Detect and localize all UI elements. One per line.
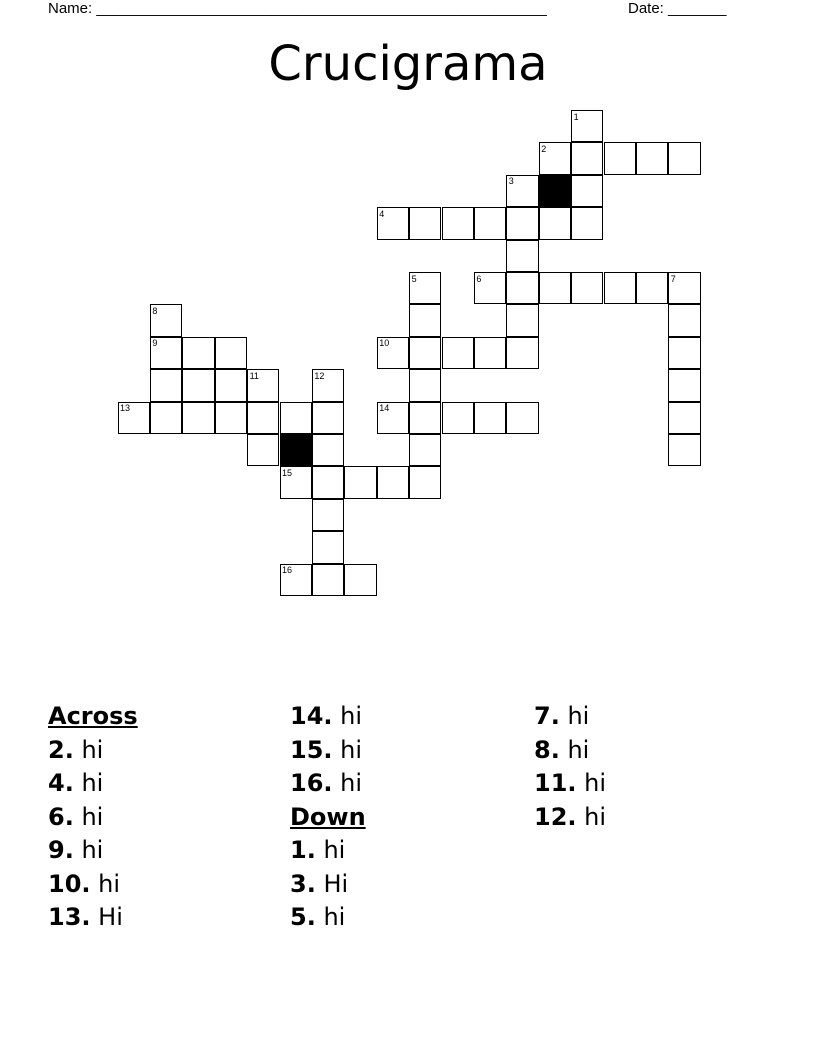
clue-item-down-12: 12. hi [534, 802, 607, 831]
clue-number-label: 10 [379, 338, 390, 349]
grid-cell[interactable] [539, 207, 571, 239]
grid-cell[interactable] [668, 304, 700, 336]
grid-cell[interactable] [344, 564, 376, 596]
grid-cell[interactable] [442, 337, 474, 369]
clue-number-label: 12 [314, 370, 325, 381]
grid-cell[interactable] [312, 531, 344, 563]
grid-cell[interactable] [474, 272, 506, 304]
grid-cell[interactable] [636, 142, 668, 174]
clue-number-label: 8 [152, 305, 158, 316]
grid-cell[interactable] [668, 142, 700, 174]
grid-cell[interactable] [280, 466, 312, 498]
grid-cell[interactable] [474, 207, 506, 239]
clue-number-label: 1 [573, 111, 579, 122]
grid-cell[interactable] [571, 175, 603, 207]
name-field[interactable]: Name: ______________________________________________________ [48, 0, 547, 17]
grid-cell[interactable] [506, 402, 538, 434]
grid-cell[interactable] [215, 369, 247, 401]
grid-cell[interactable] [442, 402, 474, 434]
grid-cell[interactable] [247, 434, 279, 466]
grid-cell[interactable] [247, 402, 279, 434]
grid-cell[interactable] [409, 272, 441, 304]
clue-item-across-16: 16. hi [290, 769, 363, 797]
clue-item-across-10: 10. hi [48, 869, 121, 898]
grid-cell[interactable] [571, 207, 603, 239]
page-title: Crucigrama [268, 36, 548, 92]
date-field[interactable]: Date: _______ [628, 0, 727, 17]
grid-cell[interactable] [182, 337, 214, 369]
grid-cell[interactable] [409, 466, 441, 498]
grid-cell[interactable] [150, 304, 182, 336]
grid-cell[interactable] [506, 304, 538, 336]
grid-cell[interactable] [604, 272, 636, 304]
clue-number-label: 5 [411, 273, 417, 284]
clue-number-label: 13 [120, 403, 131, 414]
clue-item-across-4: 4. hi [48, 769, 104, 797]
grid-cell[interactable] [668, 402, 700, 434]
grid-cell[interactable] [571, 110, 603, 142]
grid-cell[interactable] [442, 207, 474, 239]
across-heading: Across [48, 702, 138, 730]
grid-cell[interactable] [409, 207, 441, 239]
grid-cell[interactable] [506, 240, 538, 272]
grid-cell[interactable] [312, 369, 344, 401]
clue-item-across-13: 13. Hi [48, 903, 123, 931]
grid-cell[interactable] [474, 337, 506, 369]
grid-cell[interactable] [182, 402, 214, 434]
grid-cell[interactable] [377, 337, 409, 369]
clue-item-across-2: 2. hi [48, 735, 104, 764]
grid-cell[interactable] [377, 466, 409, 498]
clue-number-label: 7 [670, 273, 676, 284]
clue-item-down-3: 3. Hi [290, 869, 349, 898]
clue-column-3 [534, 700, 774, 834]
grid-cell[interactable] [312, 402, 344, 434]
grid-cell[interactable] [215, 402, 247, 434]
grid-cell[interactable] [409, 369, 441, 401]
clue-item-across-6: 6. hi [48, 802, 104, 831]
grid-cell[interactable] [118, 402, 150, 434]
clue-number-label: 4 [379, 208, 385, 219]
grid-cell[interactable] [377, 207, 409, 239]
grid-cell[interactable] [280, 402, 312, 434]
clue-number-label: 2 [541, 143, 547, 154]
grid-cell[interactable] [150, 402, 182, 434]
grid-cell[interactable] [150, 337, 182, 369]
clue-item-down-7: 7. hi [534, 702, 590, 730]
clue-number-label: 14 [379, 403, 390, 414]
clue-number-label: 11 [249, 370, 259, 381]
grid-cell[interactable] [506, 207, 538, 239]
grid-cell[interactable] [312, 466, 344, 498]
clue-number-label: 16 [282, 565, 293, 576]
grid-block [280, 434, 312, 466]
grid-cell[interactable] [312, 499, 344, 531]
clue-item-down-5: 5. hi [290, 903, 346, 931]
clue-item-across-15: 15. hi [290, 735, 363, 764]
grid-cell[interactable] [668, 272, 700, 304]
clue-item-down-8: 8. hi [534, 735, 590, 764]
grid-cell[interactable] [571, 142, 603, 174]
grid-cell[interactable] [409, 304, 441, 336]
clue-item-down-11: 11. hi [534, 769, 607, 797]
grid-block [539, 175, 571, 207]
clue-column-2 [290, 700, 530, 935]
grid-cell[interactable] [668, 337, 700, 369]
grid-cell[interactable] [539, 272, 571, 304]
clue-item-across-14: 14. hi [290, 702, 363, 730]
grid-cell[interactable] [668, 434, 700, 466]
grid-cell[interactable] [409, 402, 441, 434]
clue-item-across-9: 9. hi [48, 836, 104, 864]
down-heading: Down [290, 802, 366, 831]
grid-cell[interactable] [247, 369, 279, 401]
grid-cell[interactable] [150, 369, 182, 401]
grid-cell[interactable] [474, 402, 506, 434]
grid-cell[interactable] [539, 142, 571, 174]
grid-cell[interactable] [668, 369, 700, 401]
grid-cell[interactable] [215, 337, 247, 369]
grid-cell[interactable] [506, 337, 538, 369]
grid-cell[interactable] [409, 337, 441, 369]
clue-column-1 [48, 700, 288, 935]
grid-cell[interactable] [636, 272, 668, 304]
grid-cell[interactable] [506, 272, 538, 304]
grid-cell[interactable] [506, 175, 538, 207]
clue-number-label: 9 [152, 338, 158, 349]
grid-cell[interactable] [280, 564, 312, 596]
grid-cell[interactable] [409, 434, 441, 466]
grid-cell[interactable] [377, 402, 409, 434]
grid-cell[interactable] [312, 434, 344, 466]
grid-cell[interactable] [182, 369, 214, 401]
clue-item-down-1: 1. hi [290, 836, 346, 864]
grid-cell[interactable] [344, 466, 376, 498]
grid-cell[interactable] [604, 142, 636, 174]
grid-cell[interactable] [312, 564, 344, 596]
clue-number-label: 15 [282, 467, 293, 478]
clue-number-label: 6 [476, 273, 482, 284]
grid-cell[interactable] [571, 272, 603, 304]
clue-number-label: 3 [508, 176, 514, 187]
